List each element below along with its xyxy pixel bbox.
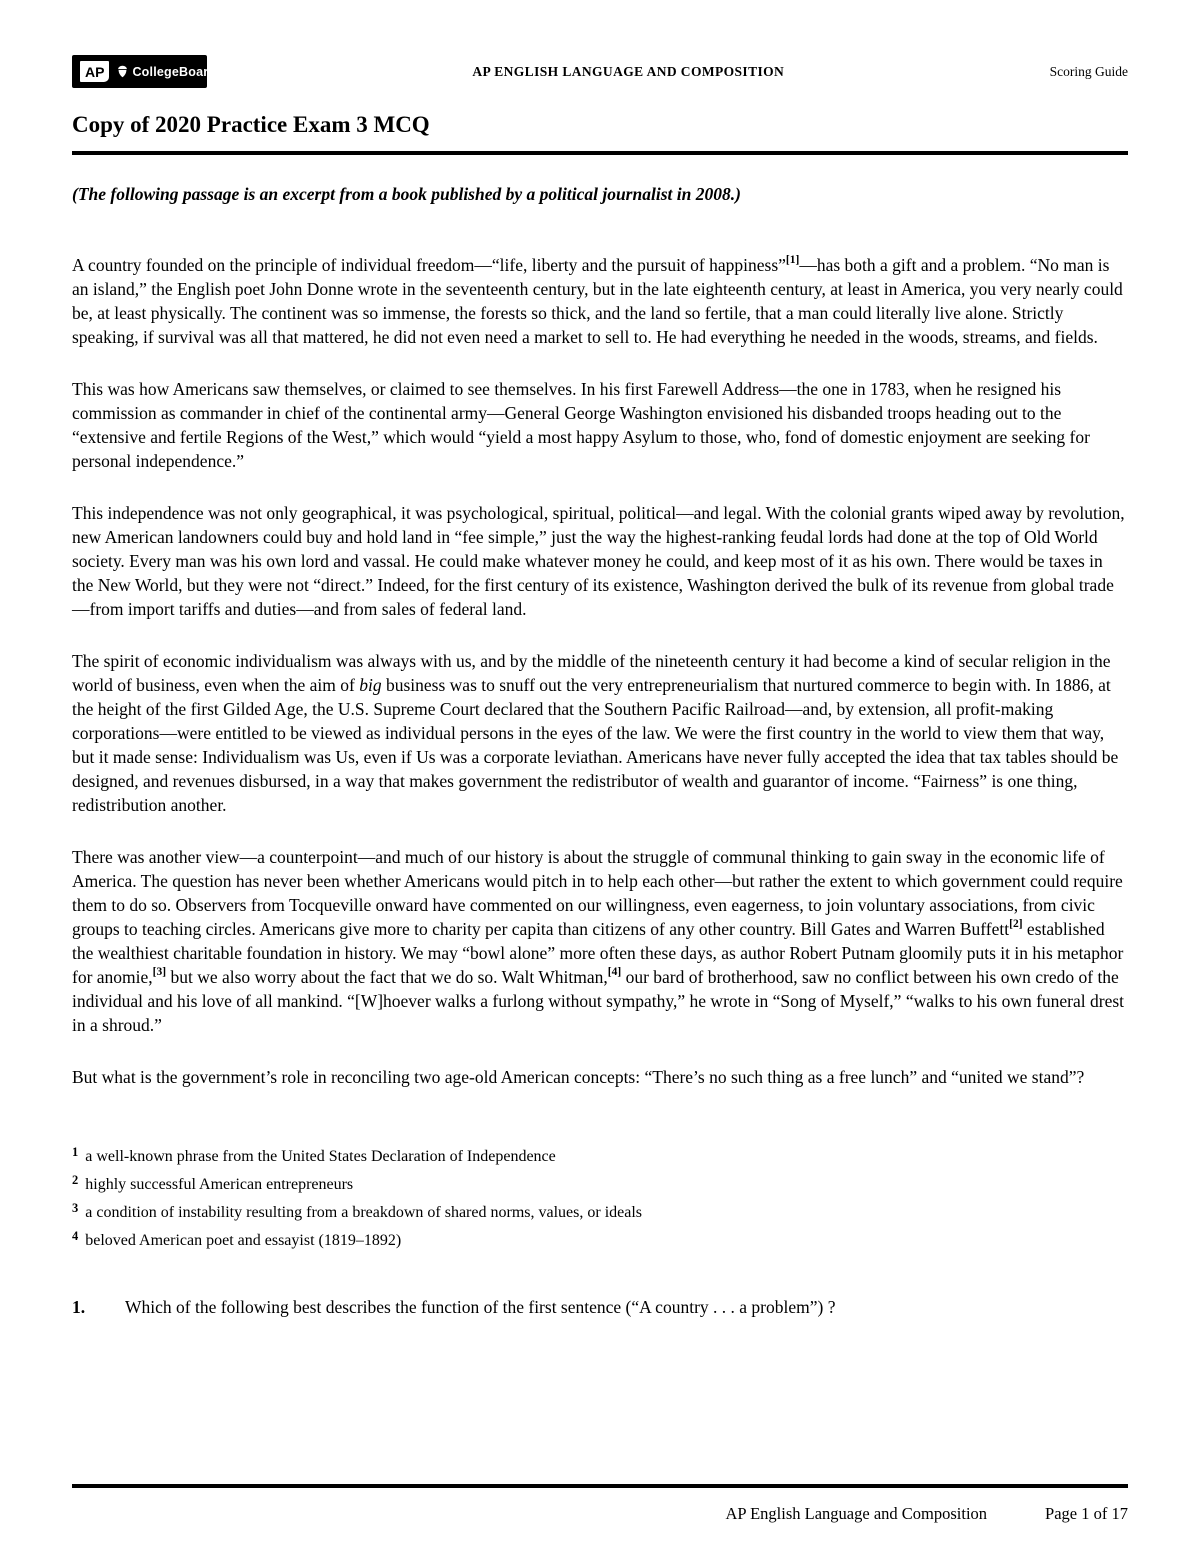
header-course-title: AP ENGLISH LANGUAGE AND COMPOSITION	[472, 63, 785, 79]
footnote-text: a well-known phrase from the United States Declaration of Independence	[85, 1148, 556, 1165]
footnote	[72, 1227, 1128, 1255]
footer-page-number: Page 1 of 17	[1045, 1504, 1128, 1523]
passage-paragraph	[72, 377, 1128, 473]
footnote-text: beloved American poet and essayist (1819–1892)	[85, 1232, 402, 1249]
passage-paragraph	[72, 501, 1128, 621]
paragraph-text: This was how Americans saw themselves, or claimed to see themselves. In his first Farewell Address—the one in 1783, when he resigned his commission as commander in chief of the continental army—General George Washington envisioned his disbanded troops heading out to the “extensive and fertile Regions of the West,” which would “yield a most happy Asylum to those, who, fond of domestic enjoyment are seeking for personal independence.”	[72, 379, 1090, 471]
ap-collegeboard-logo	[72, 55, 217, 88]
footnote-number: 2	[72, 1173, 79, 1187]
question-1	[72, 1295, 1128, 1319]
paragraph-text: our bard of brotherhood, saw no conflict between his own credo of the individual and his love of all mankind. “[W]hoever walks a furlong without sympathy,” he wrote in “Song of Myself,” “walks to his own funeral drest in a shroud.”	[72, 967, 1125, 1035]
paragraph-italic-text: big	[359, 675, 382, 695]
collegeboard-acorn-icon	[116, 65, 129, 78]
page-header	[72, 55, 1128, 88]
footnote-ref-2: [2]	[1009, 918, 1023, 931]
passage-paragraph	[72, 845, 1128, 1037]
footnote-number: 4	[72, 1229, 79, 1243]
paragraph-text: established the wealthiest charitable foundation in history. We may “bowl alone” more often these days, as author Robert Putnam gloomily puts it in his metaphor for anomie,	[72, 919, 1124, 987]
passage	[72, 253, 1128, 1089]
collegeboard-wordmark: CollegeBoard	[132, 64, 217, 79]
footnote-text: a condition of instability resulting from a breakdown of shared norms, values, or ideals	[85, 1204, 643, 1221]
paragraph-text: business was to snuff out the very entrepreneurialism that nurtured commerce to begin with. In 1886, at the height of the first Gilded Age, the U.S. Supreme Court declared that the Southern Pacific Railroad—and, by extension, all profit-making corporations—were entitled to be viewed as individual persons in the eyes of the law. We were the first country in the world to view them that way, but it made sense: Individualism was Us, even if Us was a corporate leviathan. Americans have never fully accepted the idea that tax tables should be designed, and revenues disbursed, in a way that makes government the redistributor of wealth and guarantor of income. “Fairness” is one thing, redistribution another.	[72, 675, 1119, 815]
paragraph-text: A country founded on the principle of individual freedom—“life, liberty and the pursuit of happiness”	[72, 255, 786, 275]
passage-paragraph	[72, 253, 1128, 349]
paragraph-text: —has both a gift and a problem. “No man is an island,” the English poet John Donne wrote in the seventeenth century, but in the late eighteenth century, at least in America, you very nearly could be, at least physically. The continent was so immense, the forests so thick, and the land so fertile, that a man could literally live alone. Strictly speaking, if survival was all that mattered, he did not even need a market to sell to. He had everything he needed in the woods, streams, and fields.	[72, 255, 1123, 347]
footnote-ref-1: [1]	[785, 254, 800, 267]
page-footer	[72, 1484, 1128, 1524]
passage-paragraph	[72, 649, 1128, 817]
passage-intro: (The following passage is an excerpt from a book published by a political journalist in 2008.)	[72, 184, 741, 204]
question-text: Which of the following best describes the function of the first sentence (“A country . . . a problem”) ?	[125, 1297, 836, 1317]
ap-logo-mark: AP	[80, 61, 109, 82]
paragraph-text: but we also worry about the fact that we do so. Walt Whitman,	[166, 967, 608, 987]
footnote-number: 1	[72, 1145, 79, 1159]
title-divider-rule	[72, 151, 1128, 155]
question-number: 1.	[72, 1297, 86, 1317]
paragraph-text: But what is the government’s role in reconciling two age-old American concepts: “There’s no such thing as a free lunch” and “united we stand”?	[72, 1067, 1085, 1087]
page-title: Copy of 2020 Practice Exam 3 MCQ	[72, 112, 430, 137]
footnote-number: 3	[72, 1201, 79, 1215]
header-doc-type: Scoring Guide	[1049, 63, 1128, 79]
collegeboard-brand	[116, 65, 216, 79]
paragraph-text: This independence was not only geographical, it was psychological, spiritual, political—and legal. With the colonial grants wiped away by revolution, new American landowners could buy and hold land in “fee simple,” just the way the highest-ranking feudal lords had done at the top of Old World society. Every man was his own lord and vassal. He could make whatever money he could, and keep most of it as his own. There would be taxes in the New World, but they were not “direct.” Indeed, for the first century of its existence, Washington derived the bulk of its revenue from global trade—from import tariffs and duties—and from sales of federal land.	[72, 503, 1125, 619]
footnote-ref-4: [4]	[607, 966, 622, 979]
footnote-ref-3: [3]	[152, 966, 167, 979]
footer-doc-title: AP English Language and Composition	[725, 1504, 988, 1523]
footnotes-block	[72, 1143, 1128, 1255]
paragraph-text: There was another view—a counterpoint—and much of our history is about the struggle of communal thinking to gain sway in the economic life of America. The question has never been whether Americans would pitch in to help each other—but rather the extent to which government could require them to do so. Observers from Tocqueville onward have commented on our willingness, even eagerness, to join voluntary associations, from civic groups to teaching circles. Americans give more to charity per capita than citizens of any other country. Bill Gates and Warren Buffett	[72, 847, 1123, 939]
footnote	[72, 1143, 1128, 1171]
footnote	[72, 1199, 1128, 1227]
footnote	[72, 1171, 1128, 1199]
footnote-text: highly successful American entrepreneurs	[85, 1176, 354, 1193]
paragraph-text: The spirit of economic individualism was always with us, and by the middle of the nineteenth century it had become a kind of secular religion in the world of business, even when the aim of	[72, 651, 1111, 695]
footer-content	[72, 1488, 1128, 1524]
passage-paragraph	[72, 1065, 1128, 1089]
